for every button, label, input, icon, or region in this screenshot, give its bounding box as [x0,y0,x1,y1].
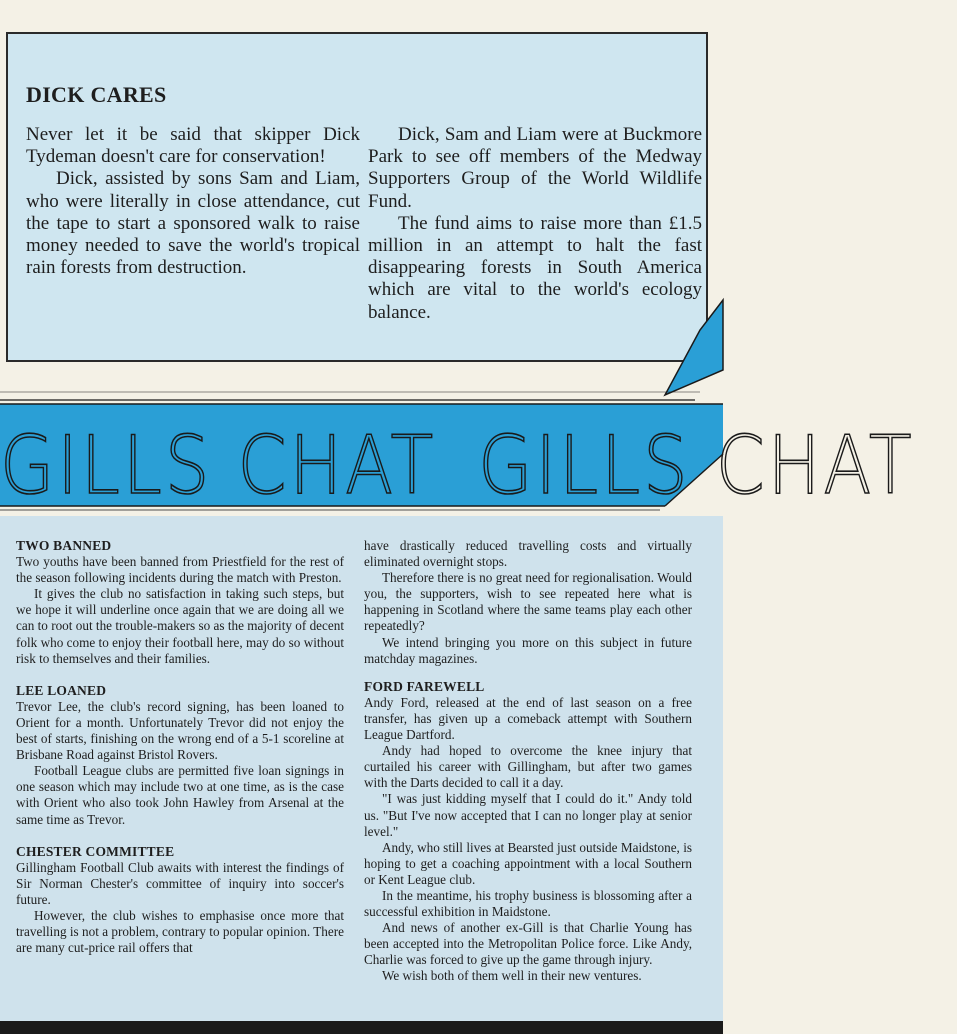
article-paragraph: It gives the club no satisfaction in taking such steps, but we hope it will underline once again that we are doing all we can to root out the trouble-makers so as the majority of decent folk who come to enjoy their football here, may do so without risk to themselves and their families. [16,586,344,666]
article-paragraph: And news of another ex-Gill is that Charlie Young has been accepted into the Metropolitan Police force. Like Andy, Charlie was forced to give up the game through injury. [364,920,692,968]
banner-text-2: GILLS CHAT [478,418,915,513]
article-paragraph: In the meantime, his trophy business is blossoming after a successful exhibition in Maidstone. [364,887,692,920]
dick-cares-paragraph: Dick, Sam and Liam were at Buckmore Park to see off members of the Medway Supporters Group of the World Wildlife Fund. [368,124,702,212]
article-right-column [364,538,692,985]
article-left-column [16,538,344,985]
article-paragraph: Gillingham Football Club awaits with interest the findings of Sir Norman Chester's committee of inquiry into soccer's future. [16,859,344,907]
article-paragraph: Football League clubs are permitted five loan signings in one season which may include two at one time, as is the case with Orient who also took John Hawley from Arsenal at the same time as Trevor. [16,763,344,827]
dick-cares-title: DICK CARES [26,82,167,107]
article-paragraph: Therefore there is no great need for regionalisation. Would you, the supporters, wish to see repeated here what is happening in Scotland where the same teams play each other repeatedly? [364,570,692,634]
article-paragraph: Andy had hoped to overcome the knee injury that curtailed his career with Gillingham, but after two games with the Darts decided to call it a day. [364,743,692,791]
article-paragraph: Andy, who still lives at Bearsted just outside Maidstone, is hoping to get a coaching appointment with a local Southern or Kent League club. [364,839,692,887]
article-paragraph: We intend bringing you more on this subject in future matchday magazines. [364,634,692,666]
article-paragraph: have drastically reduced travelling costs and virtually eliminated overnight stops. [364,538,692,570]
dick-cares-paragraph: The fund aims to raise more than £1.5 million in an attempt to halt the fast disappearing forests in South America which are vital to the world's ecology balance. [368,212,702,323]
article-paragraph: Two youths have been banned from Priestfield for the rest of the season following incidents during the match with Preston. [16,554,344,586]
banner-heading [0,402,915,529]
dick-cares-left-column [26,124,360,324]
article-paragraph: Andy Ford, released at the end of last season on a free transfer, has given up a comeback attempt with Southern League Dartford. [364,694,692,743]
gills-chat-articles [0,516,723,1021]
ford-farewell-heading: FORD FAREWELL [364,678,485,694]
article-paragraph: Trevor Lee, the club's record signing, has been loaned to Orient for a month. Unfortunately Trevor did not enjoy the best of starts, finishing on the wrong end of a 5-1 scoreline at Brisbane Road against Bristol Rovers. [16,698,344,763]
dick-cares-paragraph: Dick, assisted by sons Sam and Liam, who were literally in close attendance, cut the tape to start a sponsored walk to raise money needed to save the world's tropical rain forests from destruction. [26,168,360,279]
chester-committee-heading: CHESTER COMMITTEE [16,843,175,859]
banner-text-1: GILLS CHAT [0,418,437,513]
dick-cares-box [6,32,708,362]
article-paragraph: "I was just kidding myself that I could do it." Andy told us. "But I've now accepted that I can no longer play at senior level." [364,791,692,839]
article-columns [16,538,716,985]
dick-cares-columns [26,124,702,324]
dick-cares-paragraph: Never let it be said that skipper Dick Tydeman doesn't care for conservation! [26,124,360,168]
bottom-edge-bar [0,1021,723,1034]
lee-loaned-heading: LEE LOANED [16,682,107,698]
article-paragraph: We wish both of them well in their new ventures. [382,968,642,984]
gills-chat-banner [0,388,915,513]
dick-cares-right-column [368,124,702,324]
two-banned-heading: TWO BANNED [16,538,112,553]
article-paragraph: However, the club wishes to emphasise once more that travelling is not a problem, contrary to popular opinion. There are many cut-price rail offers that [16,907,344,956]
